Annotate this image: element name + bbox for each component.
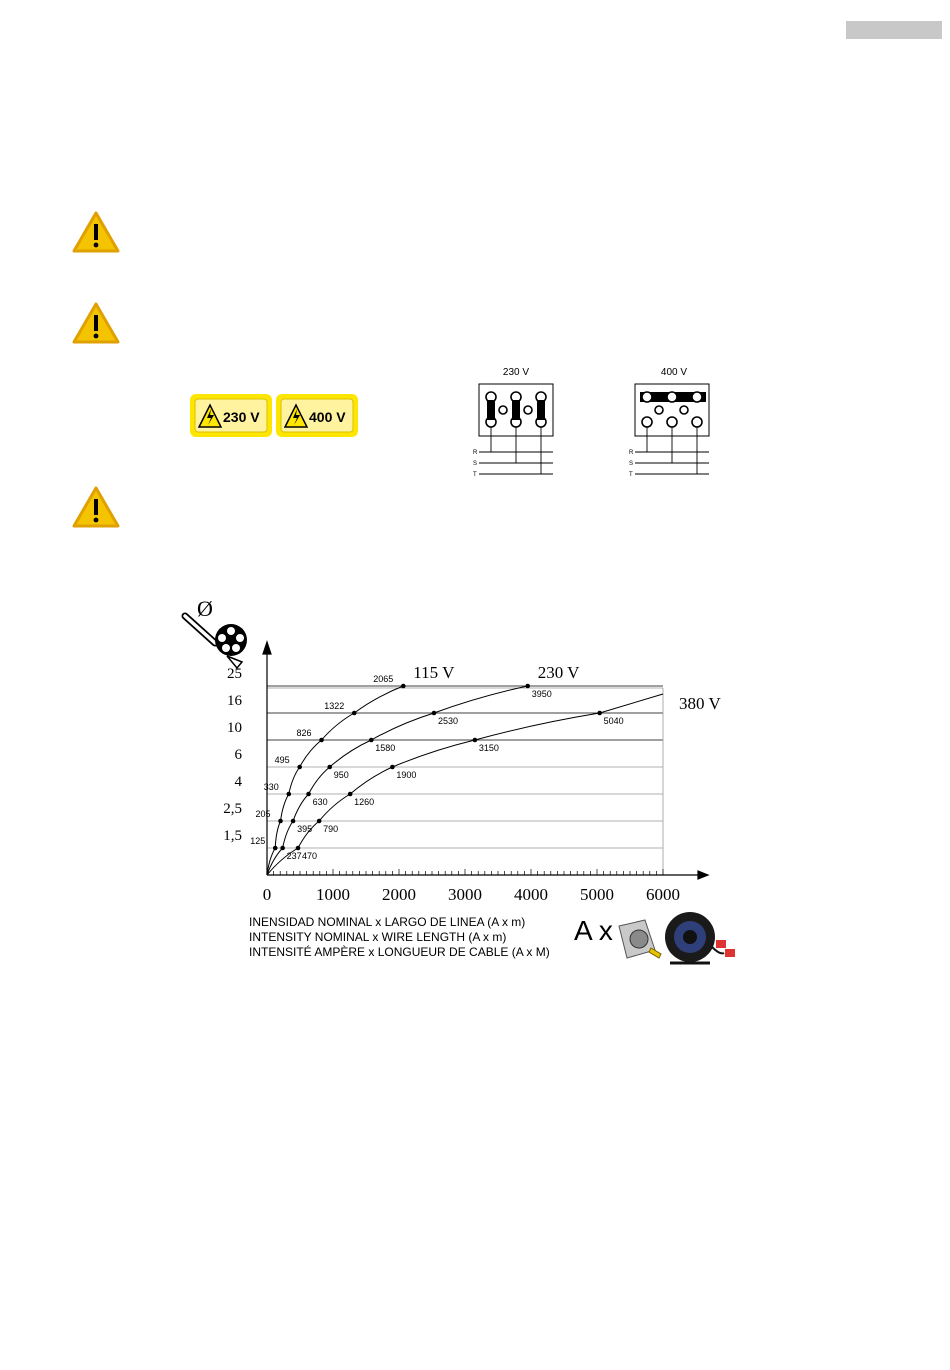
x-tick-label: 4000	[514, 885, 548, 904]
x-axis-caption-en: INTENSITY NOMINAL x WIRE LENGTH (A x m)	[249, 930, 507, 944]
svg-text:R: R	[473, 450, 478, 456]
terminal-diagram-400v	[626, 364, 716, 480]
data-point	[306, 792, 311, 797]
x-tick-label: 0	[262, 885, 272, 904]
cable-section-chart	[180, 590, 750, 904]
y-tick-label: 16	[227, 693, 242, 709]
diagram-title: 230 V	[502, 367, 530, 378]
data-point	[352, 711, 357, 716]
y-axis-arrow	[263, 642, 271, 654]
data-point	[296, 846, 301, 851]
x-tick-label: 6000	[646, 885, 680, 904]
series-line	[267, 686, 528, 875]
svg-text:S: S	[629, 461, 634, 467]
data-point	[280, 846, 285, 851]
data-point	[348, 792, 353, 797]
y-tick-label: 4	[234, 774, 242, 790]
warning-icon	[71, 210, 121, 254]
data-label: 205	[255, 809, 271, 819]
svg-text:S: S	[473, 461, 478, 467]
series-name: 380 V	[679, 694, 721, 713]
x-tick-label: 3000	[448, 885, 482, 904]
warning-icon	[71, 485, 121, 529]
data-label: 1580	[375, 743, 396, 753]
data-point	[327, 765, 332, 770]
page-section-tab	[846, 21, 942, 39]
data-point	[273, 846, 278, 851]
series-name: 230 V	[537, 663, 580, 682]
data-point	[525, 684, 530, 689]
voltage-badges	[189, 393, 359, 438]
multiplier-label: A x	[574, 915, 613, 946]
data-point	[401, 684, 406, 689]
data-point	[317, 819, 322, 824]
svg-text:T: T	[629, 472, 633, 478]
badge-label: 400 V	[309, 409, 346, 425]
y-tick-label: 2,5	[223, 801, 242, 817]
data-label: 495	[274, 755, 290, 765]
x-tick-label: 5000	[580, 885, 614, 904]
data-label: 826	[296, 728, 312, 738]
cable-reel-icon	[660, 907, 740, 969]
diameter-symbol: Ø	[197, 596, 213, 621]
diagram-title: 400 V	[660, 367, 688, 378]
data-point	[432, 711, 437, 716]
data-label: 470	[302, 851, 318, 861]
data-label: 950	[333, 770, 349, 780]
data-point	[473, 738, 478, 743]
data-point	[390, 765, 395, 770]
badge-label: 230 V	[223, 409, 260, 425]
x-tick-label: 2000	[382, 885, 416, 904]
data-label: 330	[263, 782, 279, 792]
cable-section-icon	[185, 596, 247, 668]
data-point	[286, 792, 291, 797]
warning-icon	[71, 301, 121, 345]
data-label: 237	[286, 851, 302, 861]
series-line	[267, 686, 403, 875]
data-point	[291, 819, 296, 824]
x-axis-caption-es: INENSIDAD NOMINAL x LARGO DE LINEA (A x m)	[249, 915, 526, 929]
data-point	[297, 765, 302, 770]
data-label: 630	[312, 797, 328, 807]
svg-text:R: R	[629, 450, 634, 456]
data-label: 5040	[603, 716, 624, 726]
data-label: 1322	[324, 701, 345, 711]
series-name: 115 V	[413, 663, 455, 682]
y-tick-label: 6	[234, 747, 242, 763]
x-tick-label: 1000	[316, 885, 350, 904]
svg-text:T: T	[473, 472, 477, 478]
data-label: 125	[250, 836, 266, 846]
data-label: 2065	[373, 674, 394, 684]
data-point	[319, 738, 324, 743]
tape-measure-icon	[611, 914, 663, 966]
terminal-diagram-230v	[470, 364, 560, 480]
y-tick-label: 25	[227, 666, 242, 682]
data-label: 2530	[437, 716, 459, 726]
data-label: 790	[323, 824, 339, 834]
data-label: 3150	[478, 743, 499, 753]
data-point	[278, 819, 283, 824]
data-label: 1260	[354, 797, 375, 807]
x-axis-caption-fr: INTENSITÉ AMPÈRE x LONGUEUR DE CABLE (A x M)	[249, 945, 550, 959]
data-label: 3950	[531, 689, 552, 699]
data-label: 395	[297, 824, 313, 834]
y-tick-label: 1,5	[223, 828, 242, 844]
x-axis-arrow	[698, 871, 708, 879]
data-point	[369, 738, 374, 743]
data-label: 1900	[396, 770, 417, 780]
y-tick-label: 10	[227, 720, 242, 736]
data-point	[597, 711, 602, 716]
